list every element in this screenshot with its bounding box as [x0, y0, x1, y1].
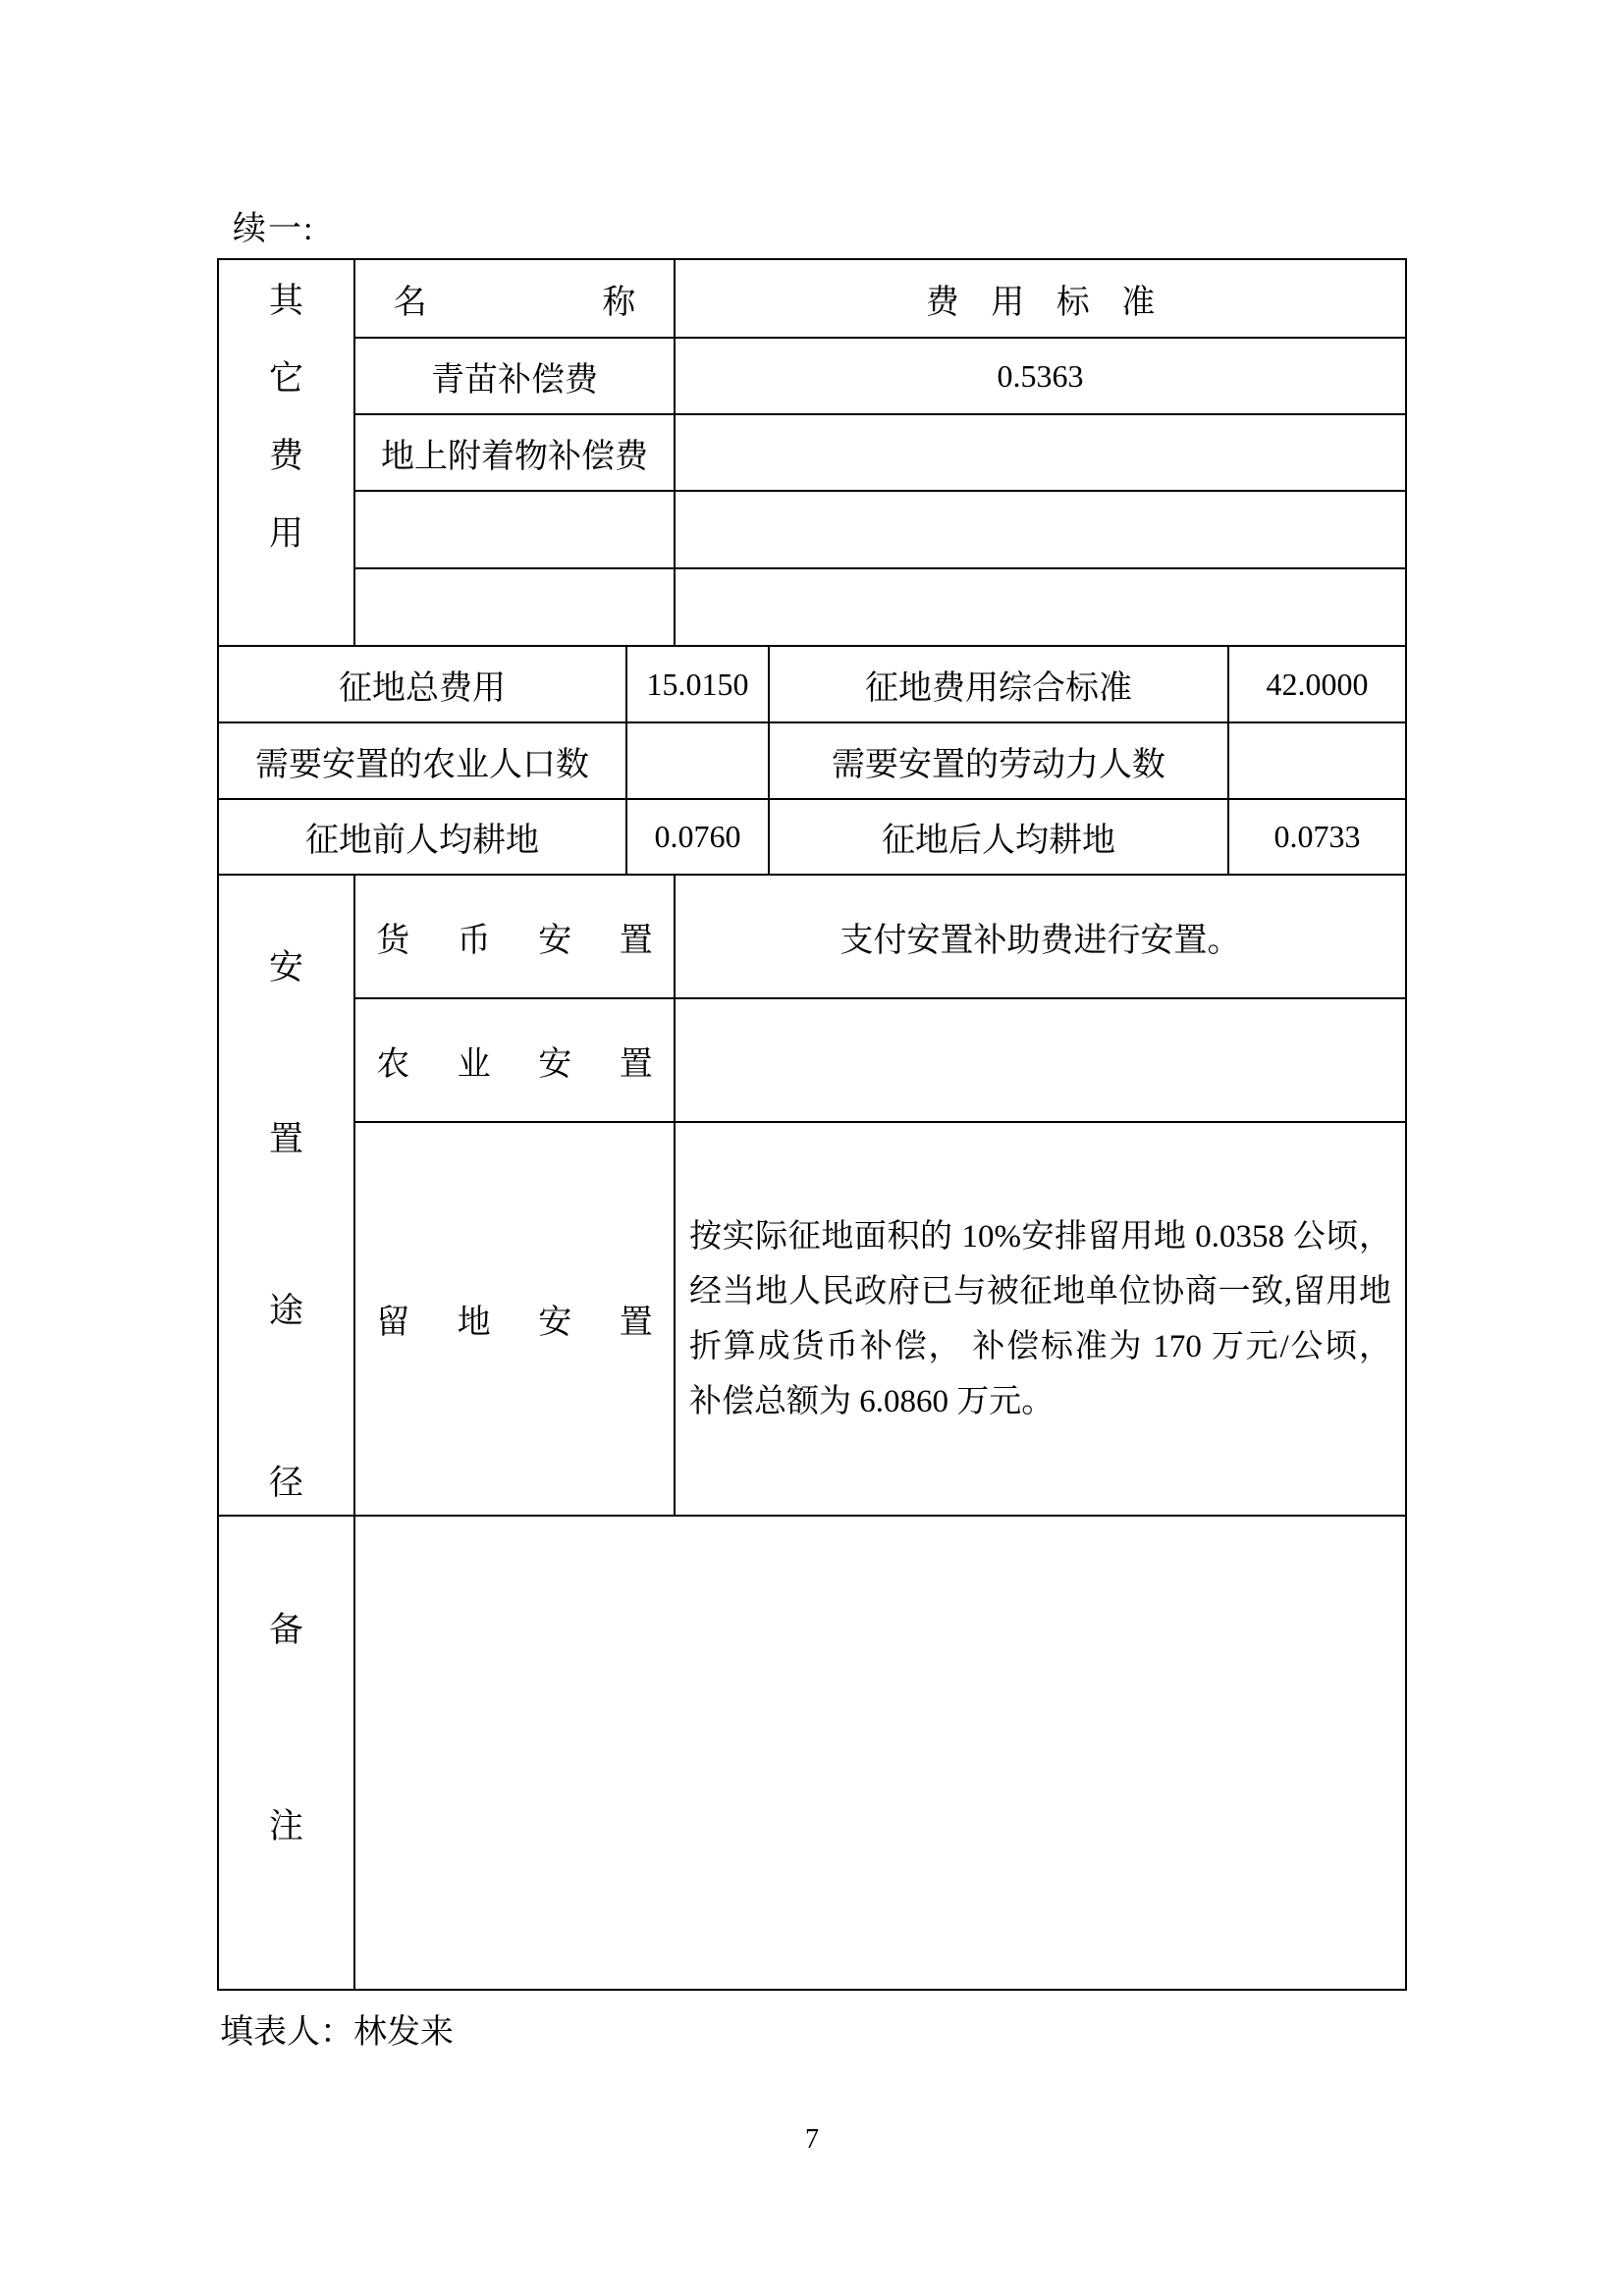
fee-name: 青苗补偿费: [355, 339, 676, 413]
other-fees-section: [219, 260, 1405, 647]
resettlement-section: [219, 876, 1405, 1517]
page-number: 7: [805, 2124, 819, 2155]
other-fees-vertical-label: 其它费用: [268, 282, 303, 553]
remarks-vertical-label: 备注: [268, 1611, 303, 1845]
fee-standard-value: 0.5363: [997, 357, 1084, 394]
summary-row-per-capita-land: [219, 800, 1405, 876]
form-filler-name: 填表人：林发来: [220, 2014, 454, 2051]
other-fees-label-cell: [219, 260, 355, 645]
resettlement-type: 农 业 安 置: [355, 999, 676, 1121]
summary-label: 需要安置的劳动力人数: [770, 723, 1229, 798]
fee-name: 地上附着物补偿费: [355, 415, 676, 490]
summary-value: 0.0760: [627, 800, 770, 874]
continuation-label: 续一:: [233, 211, 315, 247]
fee-header-row: [355, 260, 1405, 339]
fee-name: [355, 569, 676, 645]
summary-value: 0.0733: [1273, 819, 1361, 854]
fee-name: [355, 492, 676, 567]
remarks-section: [219, 1517, 1405, 1989]
fee-standard-header: 费 用 标 准: [925, 284, 1156, 321]
resettlement-description-cell: [676, 1123, 1405, 1515]
resettlement-vertical-label: 安置途径: [268, 948, 303, 1502]
resettlement-description: 支付安置补助费进行安置。: [839, 922, 1241, 959]
fee-row-empty-2: [355, 569, 1405, 645]
summary-label: 征地费用综合标准: [770, 647, 1229, 721]
fee-row-green-crop: [355, 339, 1405, 415]
summary-value: [627, 723, 770, 798]
resettlement-type: 货 币 安 置: [355, 876, 676, 997]
resettlement-row-reserved-land: [355, 1123, 1405, 1515]
resettlement-type: 留 地 安 置: [355, 1123, 676, 1515]
other-fees-body: [355, 260, 1405, 645]
summary-label: 征地总费用: [219, 647, 627, 721]
summary-row-population: [219, 723, 1405, 800]
fee-standard-value: [676, 415, 1405, 490]
fee-standard-value: [676, 569, 1405, 645]
resettlement-row-agricultural: [355, 999, 1405, 1123]
summary-value: 42.0000: [1266, 666, 1369, 702]
summary-label: 需要安置的农业人口数: [219, 723, 627, 798]
summary-label: 征地后人均耕地: [770, 800, 1229, 874]
reserved-land-paragraph: 按实际征地面积的 10%安排留用地 0.0358 公顷，经当地人民政府已与被征地单位协商一致,留用地折算成货币补偿， 补偿标准为 170 万元/公顷， 补偿总额为 6.0860 万元。: [689, 1218, 1391, 1419]
fee-row-empty-1: [355, 492, 1405, 569]
resettlement-row-monetary: [355, 876, 1405, 999]
resettlement-description: [676, 999, 1405, 1121]
land-compensation-table: [217, 258, 1407, 1991]
resettlement-body: [355, 876, 1405, 1515]
summary-row-total-cost: [219, 647, 1405, 723]
remarks-label-cell: [219, 1517, 355, 1989]
summary-value: 15.0150: [627, 647, 770, 721]
fee-name-header: 名 称: [355, 260, 676, 337]
remarks-content: [355, 1517, 1405, 1989]
resettlement-label-cell: [219, 876, 355, 1515]
summary-value: [1229, 723, 1405, 798]
fee-row-attachments: [355, 415, 1405, 492]
summary-label: 征地前人均耕地: [219, 800, 627, 874]
fee-standard-value: [676, 492, 1405, 567]
